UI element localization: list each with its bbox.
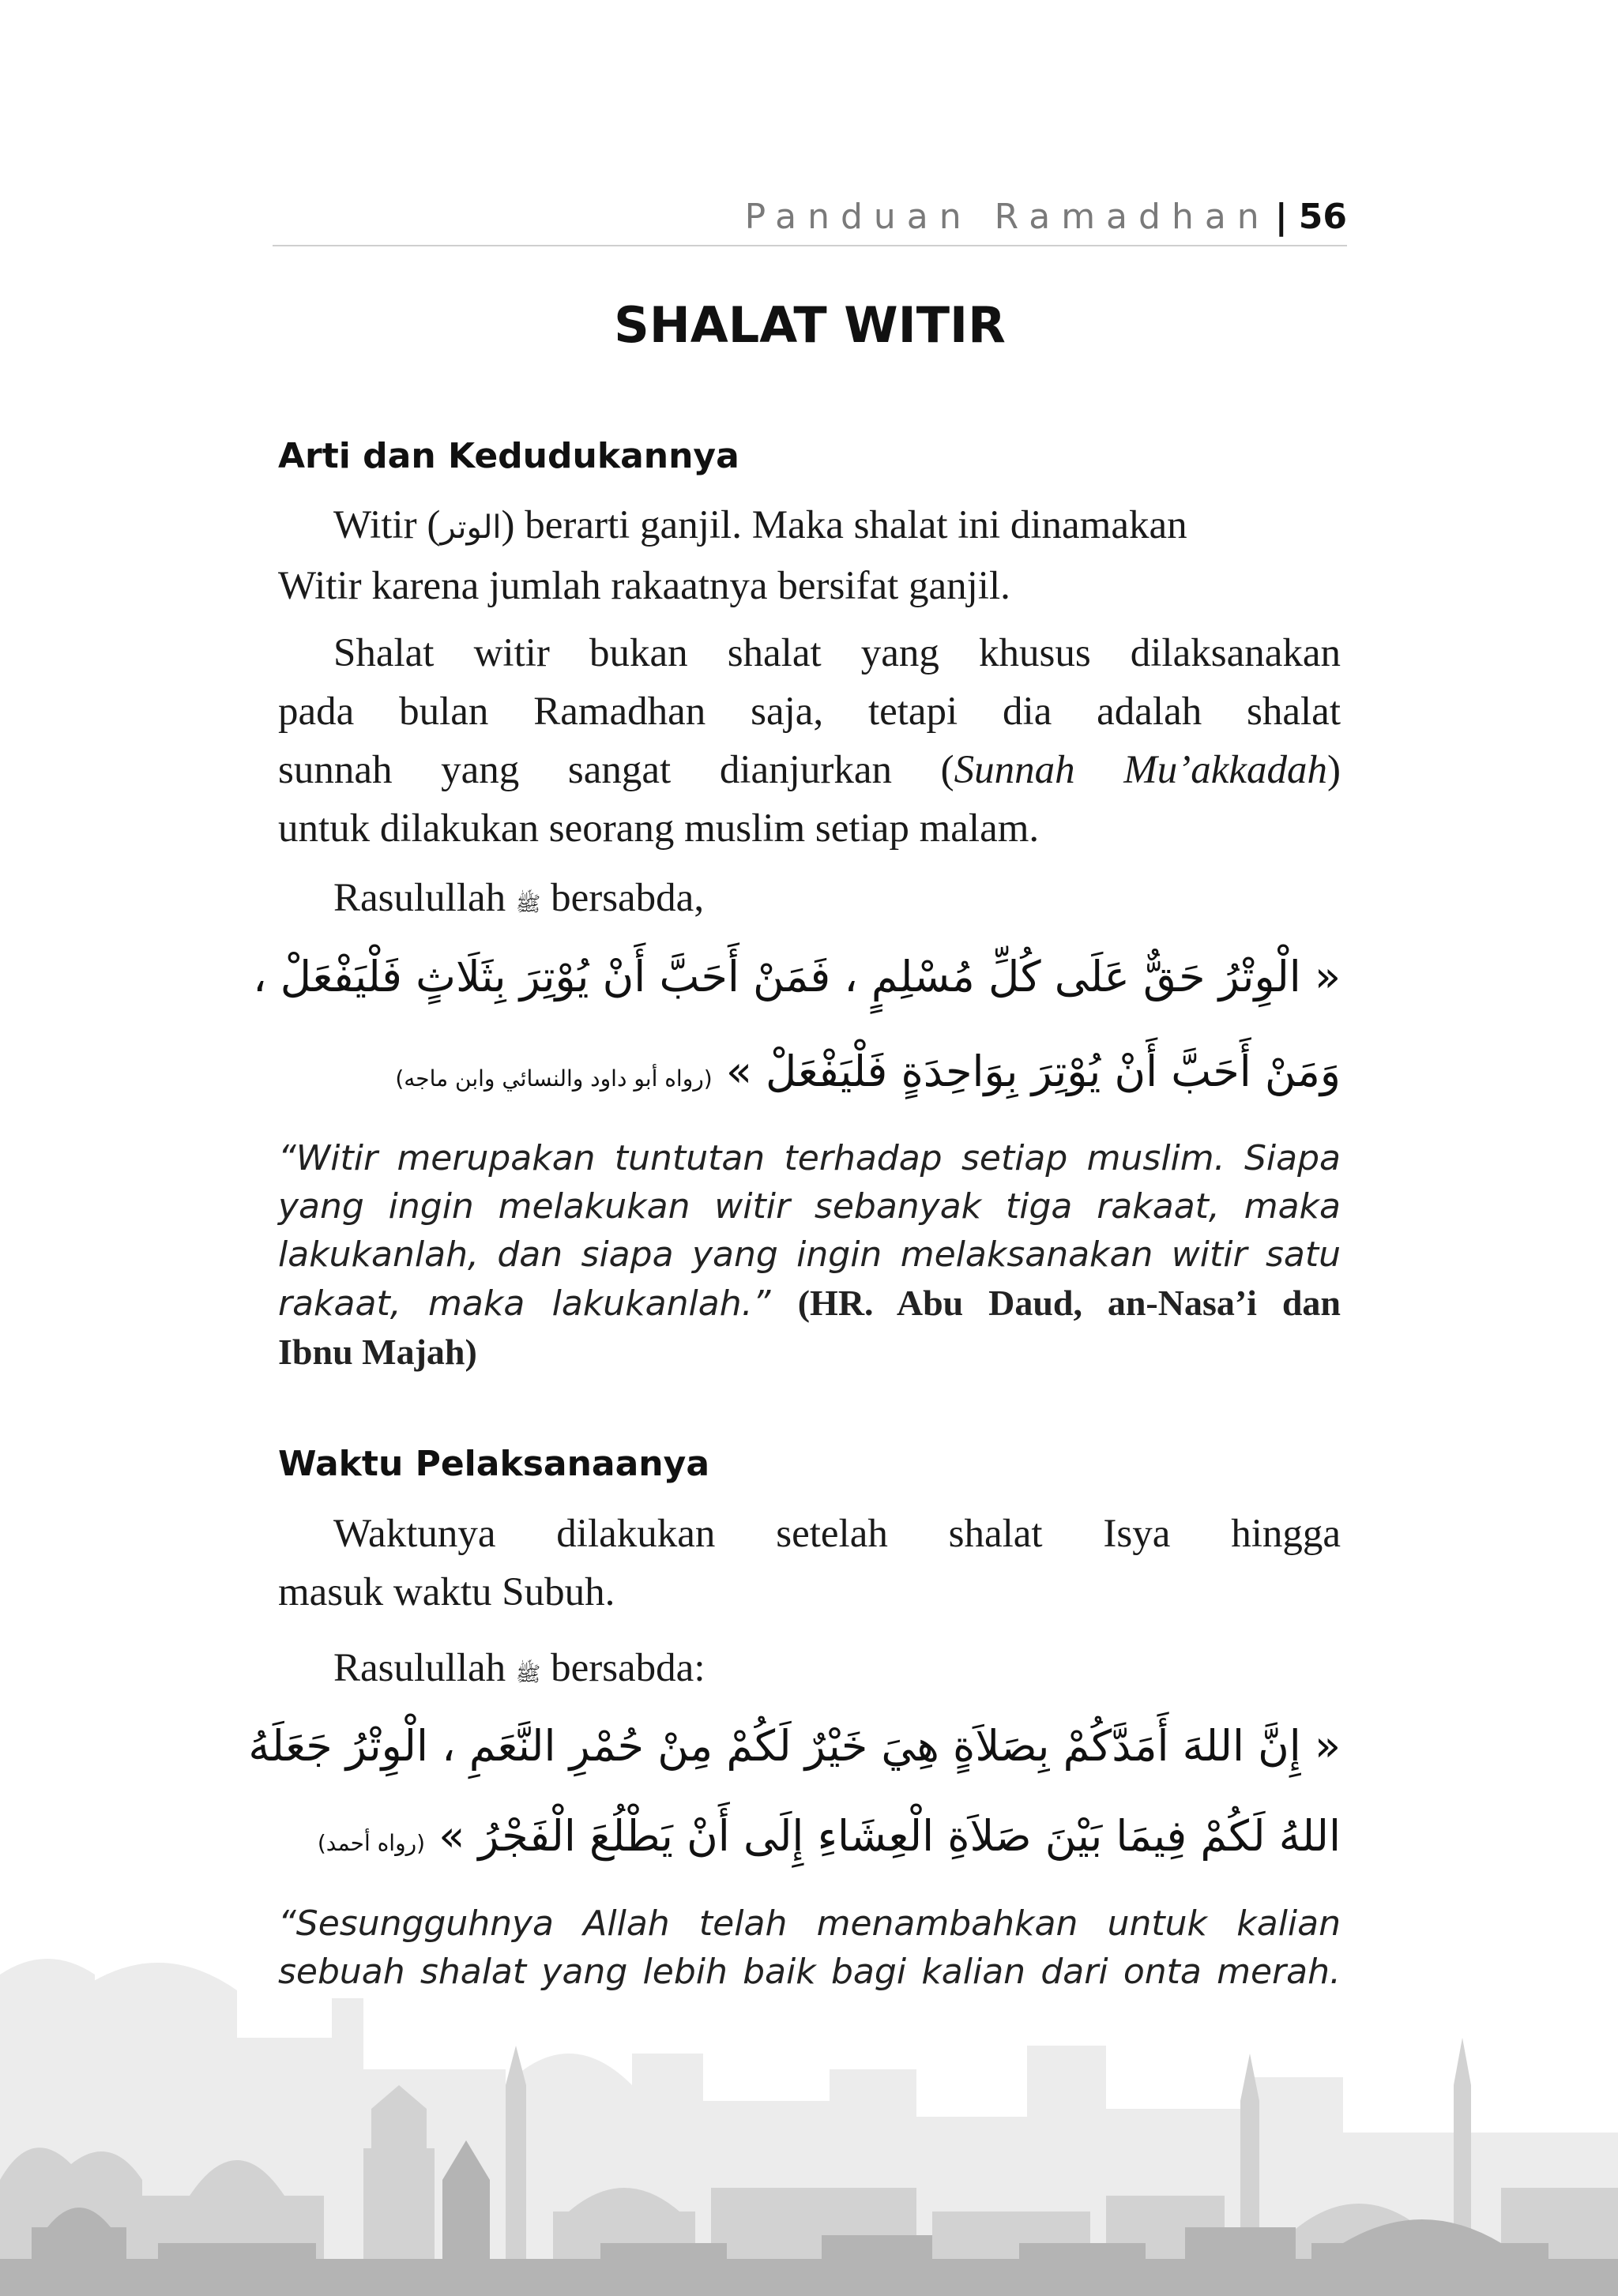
paragraph-witir-time bbox=[278, 1505, 1341, 1621]
section-heading-waktu: Waktu Pelaksanaanya bbox=[278, 1444, 710, 1484]
quote-line: yang ingin melakukan witir sebanyak tiga rakaat, maka bbox=[278, 1186, 1341, 1227]
hadith-translation-1 bbox=[278, 1134, 1341, 1377]
paragraph-line: untuk dilakukan seorang muslim setiap malam. bbox=[278, 806, 1040, 851]
section-heading-arti: Arti dan Kedudukannya bbox=[278, 436, 739, 476]
hadith-intro-1 bbox=[278, 869, 1341, 934]
quote-line: sebuah shalat yang lebih baik bagi kalian dari onta merah. bbox=[278, 1952, 1341, 1992]
paragraph-line: Shalat witir bukan shalat yang khusus dilaksanakan bbox=[333, 631, 1341, 675]
paragraph-line: Waktunya dilakukan setelah shalat Isya hingga bbox=[333, 1512, 1341, 1556]
quote-line bbox=[278, 1279, 1341, 1328]
paragraph-line bbox=[278, 1639, 1341, 1704]
quote-line: “Witir merupakan tuntutan terhadap setiap muslim. Siapa bbox=[278, 1138, 1341, 1178]
text-span: Witir ( bbox=[333, 503, 441, 547]
text-span: ) berarti ganjil. Maka shalat ini dinamakan bbox=[501, 503, 1187, 547]
paragraph-line bbox=[278, 741, 1341, 799]
chapter-title: SHALAT WITIR bbox=[614, 296, 1006, 354]
paragraph-witir-status bbox=[278, 624, 1341, 858]
quote-line: “Sesungguhnya Allah telah menambahkan untuk kalian bbox=[278, 1903, 1341, 1944]
arabic-text: وَمَنْ أَحَبَّ أَنْ يُوْتِرَ بِوَاحِدَةٍ فَلْيَفْعَلْ » bbox=[725, 1047, 1341, 1096]
hadith-source-arabic: (رواه أبو داود والنسائي وابن ماجه) bbox=[395, 1065, 713, 1092]
quote-line: lakukanlah, dan siapa yang ingin melaksanakan witir satu bbox=[278, 1234, 1341, 1275]
text-span: Rasulullah bbox=[333, 876, 516, 920]
paragraph-line: pada bulan Ramadhan saja, tetapi dia adalah shalat bbox=[278, 690, 1341, 734]
text-span: bersabda, bbox=[540, 876, 705, 920]
running-header bbox=[273, 190, 1347, 246]
paragraph-line: Witir karena jumlah rakaatnya bersifat ganjil. bbox=[278, 564, 1010, 608]
quote-line bbox=[278, 1328, 1341, 1377]
text-span: ) bbox=[1327, 748, 1341, 792]
text-span: Rasulullah bbox=[333, 1646, 516, 1690]
paragraph-line bbox=[278, 869, 1341, 934]
paragraph-line bbox=[278, 496, 1341, 557]
header-separator: | bbox=[1274, 197, 1288, 237]
quote-text: rakaat, maka lakukanlah.” bbox=[278, 1283, 771, 1324]
arabic-hadith-2-line-2 bbox=[278, 1801, 1341, 1879]
hadith-source-arabic: (رواه أحمد) bbox=[317, 1830, 426, 1856]
paragraph-line: masuk waktu Subuh. bbox=[278, 1570, 615, 1614]
arabic-hadith-2-line-1: « إِنَّ اللهَ أَمَدَّكُمْ بِصَلاَةٍ هِيَ خَيْرٌ لَكُمْ مِنْ حُمْرِ النَّعَمِ ، الْوِتْرُ جَعَلَهُ bbox=[248, 1721, 1341, 1771]
hadith-source: Ibnu Majah) bbox=[278, 1332, 477, 1372]
witir-arabic-word: الوتر bbox=[440, 509, 502, 546]
arabic-hadith-1-line-1: « الْوِتْرُ حَقٌّ عَلَى كُلِّ مُسْلِمٍ ، فَمَنْ أَحَبَّ أَنْ يُوْتِرَ بِثَلَاثٍ فَلْيَفْعَلْ ، bbox=[253, 952, 1341, 1001]
paragraph-witir-meaning bbox=[278, 496, 1341, 615]
hadith-intro-2 bbox=[278, 1639, 1341, 1704]
page-number: 56 bbox=[1298, 197, 1347, 237]
text-span: bersabda: bbox=[540, 1646, 706, 1690]
hadith-translation-2 bbox=[278, 1900, 1341, 1996]
hadith-source: (HR. Abu Daud, an-Nasa’i dan bbox=[797, 1283, 1341, 1323]
arabic-hadith-1-line-2 bbox=[278, 1036, 1341, 1114]
text-span: sunnah yang sangat dianjurkan ( bbox=[278, 748, 954, 792]
salawat-honorific-icon: ﷺ bbox=[515, 1663, 541, 1686]
book-title: Panduan Ramadhan bbox=[744, 197, 1270, 237]
salawat-honorific-icon: ﷺ bbox=[515, 892, 541, 916]
arabic-text: اللهُ لَكُمْ فِيمَا بَيْنَ صَلاَةِ الْعِشَاءِ إِلَى أَنْ يَطْلُعَ الْفَجْرُ » bbox=[438, 1811, 1341, 1861]
italic-term: Sunnah Mu’akkadah bbox=[954, 748, 1328, 792]
